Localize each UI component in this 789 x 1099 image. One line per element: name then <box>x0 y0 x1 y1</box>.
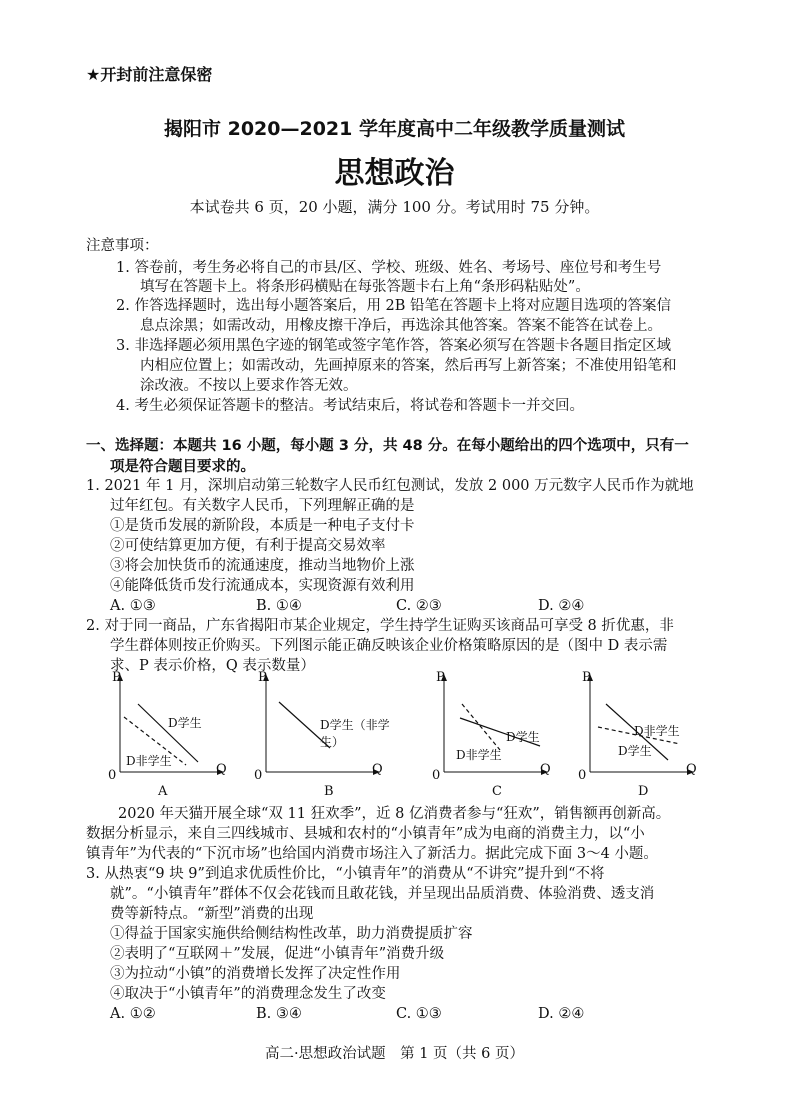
question-3-option-d: D. ②④ <box>538 1006 585 1022</box>
question-3-option-b: B. ③④ <box>256 1006 302 1022</box>
curve-label: D学生（非学生） <box>320 718 390 749</box>
origin-label: 0 <box>578 768 587 783</box>
curve-label: D非学生 <box>126 754 172 768</box>
passage-line: 数据分析显示，来自三四线城市、县城和农村的“小镇青年”成为电商的消费主力，以“小 <box>86 826 645 842</box>
graph-letter: B <box>324 784 334 799</box>
exam-title: 揭阳市 2020—2021 学年度高中二年级教学质量测试 <box>164 118 625 140</box>
subject-title: 思想政治 <box>334 156 455 191</box>
axis-q-label: Q <box>686 762 697 777</box>
axis-p-label: P <box>436 670 445 685</box>
question-1-option-b: B. ①④ <box>256 598 302 614</box>
passage-line: 镇青年”为代表的“下沉市场”也给国内消费市场注入了新活力。据此完成下面 3～4 小题。 <box>86 846 658 862</box>
axis-q-label: Q <box>216 762 227 777</box>
graph-b <box>254 672 394 802</box>
question-1-item: ④能降低货币发行流通成本，实现资源有效利用 <box>110 578 415 594</box>
curve-label: D学生 <box>168 716 202 730</box>
graph-letter: A <box>158 784 168 799</box>
question-3-stem: 费等新特点。“新型”消费的出现 <box>110 906 314 922</box>
section-heading: 一、选择题：本题共 16 小题，每小题 3 分，共 48 分。在每小题给出的四个选项中，只有一 <box>86 438 689 454</box>
question-1-item: ②可使结算更加方便，有利于提高交易效率 <box>110 538 386 554</box>
note-line: 涂改液。不按以上要求作答无效。 <box>140 378 358 394</box>
question-3-option-c: C. ①③ <box>396 1006 442 1022</box>
question-3-item: ③为拉动“小镇”的消费增长发挥了决定性作用 <box>110 966 401 982</box>
question-1-stem: 1. 2021 年 1 月，深圳启动第三轮数字人民币红包测试，发放 2 000 万元数字人民币作为就地 <box>86 478 694 494</box>
origin-label: 0 <box>254 768 263 783</box>
exam-info: 本试卷共 6 页，20 小题，满分 100 分。考试用时 75 分钟。 <box>189 198 600 216</box>
origin-label: 0 <box>108 768 117 783</box>
question-2-stem: 学生群体则按正价购买。下列图示能正确反映该企业价格策略原因的是（图中 D 表示需 <box>110 638 668 654</box>
graph-a <box>108 672 228 802</box>
curve-label: D非学生 <box>456 748 502 762</box>
graph-letter: D <box>638 784 649 799</box>
origin-label: 0 <box>432 768 441 783</box>
axis-q-label: Q <box>372 762 383 777</box>
note-line: 填写在答题卡上。将条形码横贴在每张答题卡右上角“条形码粘贴处”。 <box>140 279 590 295</box>
confidential-mark: ★开封前注意保密 <box>86 65 213 84</box>
note-line: 3. 非选择题必须用黑色字迹的钢笔或签字笔作答，答案必须写在答题卡各题目指定区域 <box>116 338 671 354</box>
axis-p-label: P <box>582 670 591 685</box>
note-line: 4. 考生必须保证答题卡的整洁。考试结束后，将试卷和答题卡一并交回。 <box>116 398 584 414</box>
curve-label: D学生 <box>618 744 652 758</box>
axis-p-label: P <box>112 670 121 685</box>
question-3-stem: 3. 从热衷“9 块 9”到追求优质性价比，“小镇青年”的消费从“不讲究”提升到“不将 <box>86 866 605 882</box>
page-footer: 高二·思想政治试题 第 1 页（共 6 页） <box>265 1046 524 1062</box>
graph-c <box>432 672 552 802</box>
axis-p-label: P <box>258 670 267 685</box>
question-1-stem: 过年红包。有关数字人民币，下列理解正确的是 <box>110 498 415 514</box>
question-3-stem: 就”。“小镇青年”群体不仅会花钱而且敢花钱，并呈现出品质消费、体验消费、透支消 <box>110 886 655 902</box>
curve-label: D非学生 <box>634 724 680 738</box>
question-1-option-a: A. ①③ <box>110 598 156 614</box>
question-2-stem: 求、P 表示价格，Q 表示数量） <box>110 658 315 674</box>
notes-heading: 注意事项： <box>86 238 159 254</box>
question-3-item: ②表明了“互联网＋”发展，促进“小镇青年”消费升级 <box>110 946 445 962</box>
note-line: 息点涂黑；如需改动，用橡皮擦干净后，再选涂其他答案。答案不能答在试卷上。 <box>140 318 662 334</box>
question-1-option-c: C. ②③ <box>396 598 442 614</box>
question-3-item: ①得益于国家实施供给侧结构性改革，助力消费提质扩容 <box>110 926 473 942</box>
section-heading-cont: 项是符合题目要求的。 <box>110 459 255 475</box>
note-line: 1. 答卷前，考生务必将自己的市县/区、学校、班级、姓名、考场号、座位号和考生号 <box>116 260 662 276</box>
question-1-item: ③将会加快货币的流通速度，推动当地物价上涨 <box>110 558 415 574</box>
question-1-item: ①是货币发展的新阶段，本质是一种电子支付卡 <box>110 518 415 534</box>
passage-line: 2020 年天猫开展全球“双 11 狂欢季”，近 8 亿消费者参与“狂欢”，销售额再创新高。 <box>118 806 671 822</box>
question-3-item: ④取决于“小镇青年”的消费理念发生了改变 <box>110 986 386 1002</box>
question-3-option-a: A. ①② <box>110 1006 156 1022</box>
graph-d <box>578 672 698 802</box>
curve-label: D学生 <box>506 730 540 744</box>
note-line: 2. 作答选择题时，选出每小题答案后，用 2B 铅笔在答题卡上将对应题目选项的答案信 <box>116 298 672 314</box>
question-1-option-d: D. ②④ <box>538 598 585 614</box>
axis-q-label: Q <box>540 762 551 777</box>
graph-letter: C <box>492 784 502 799</box>
question-2-stem: 2. 对于同一商品，广东省揭阳市某企业规定，学生持学生证购买该商品可享受 8 折优惠，非 <box>86 618 674 634</box>
note-line: 内相应位置上；如需改动，先画掉原来的答案，然后再写上新答案；不准使用铅笔和 <box>140 358 677 374</box>
